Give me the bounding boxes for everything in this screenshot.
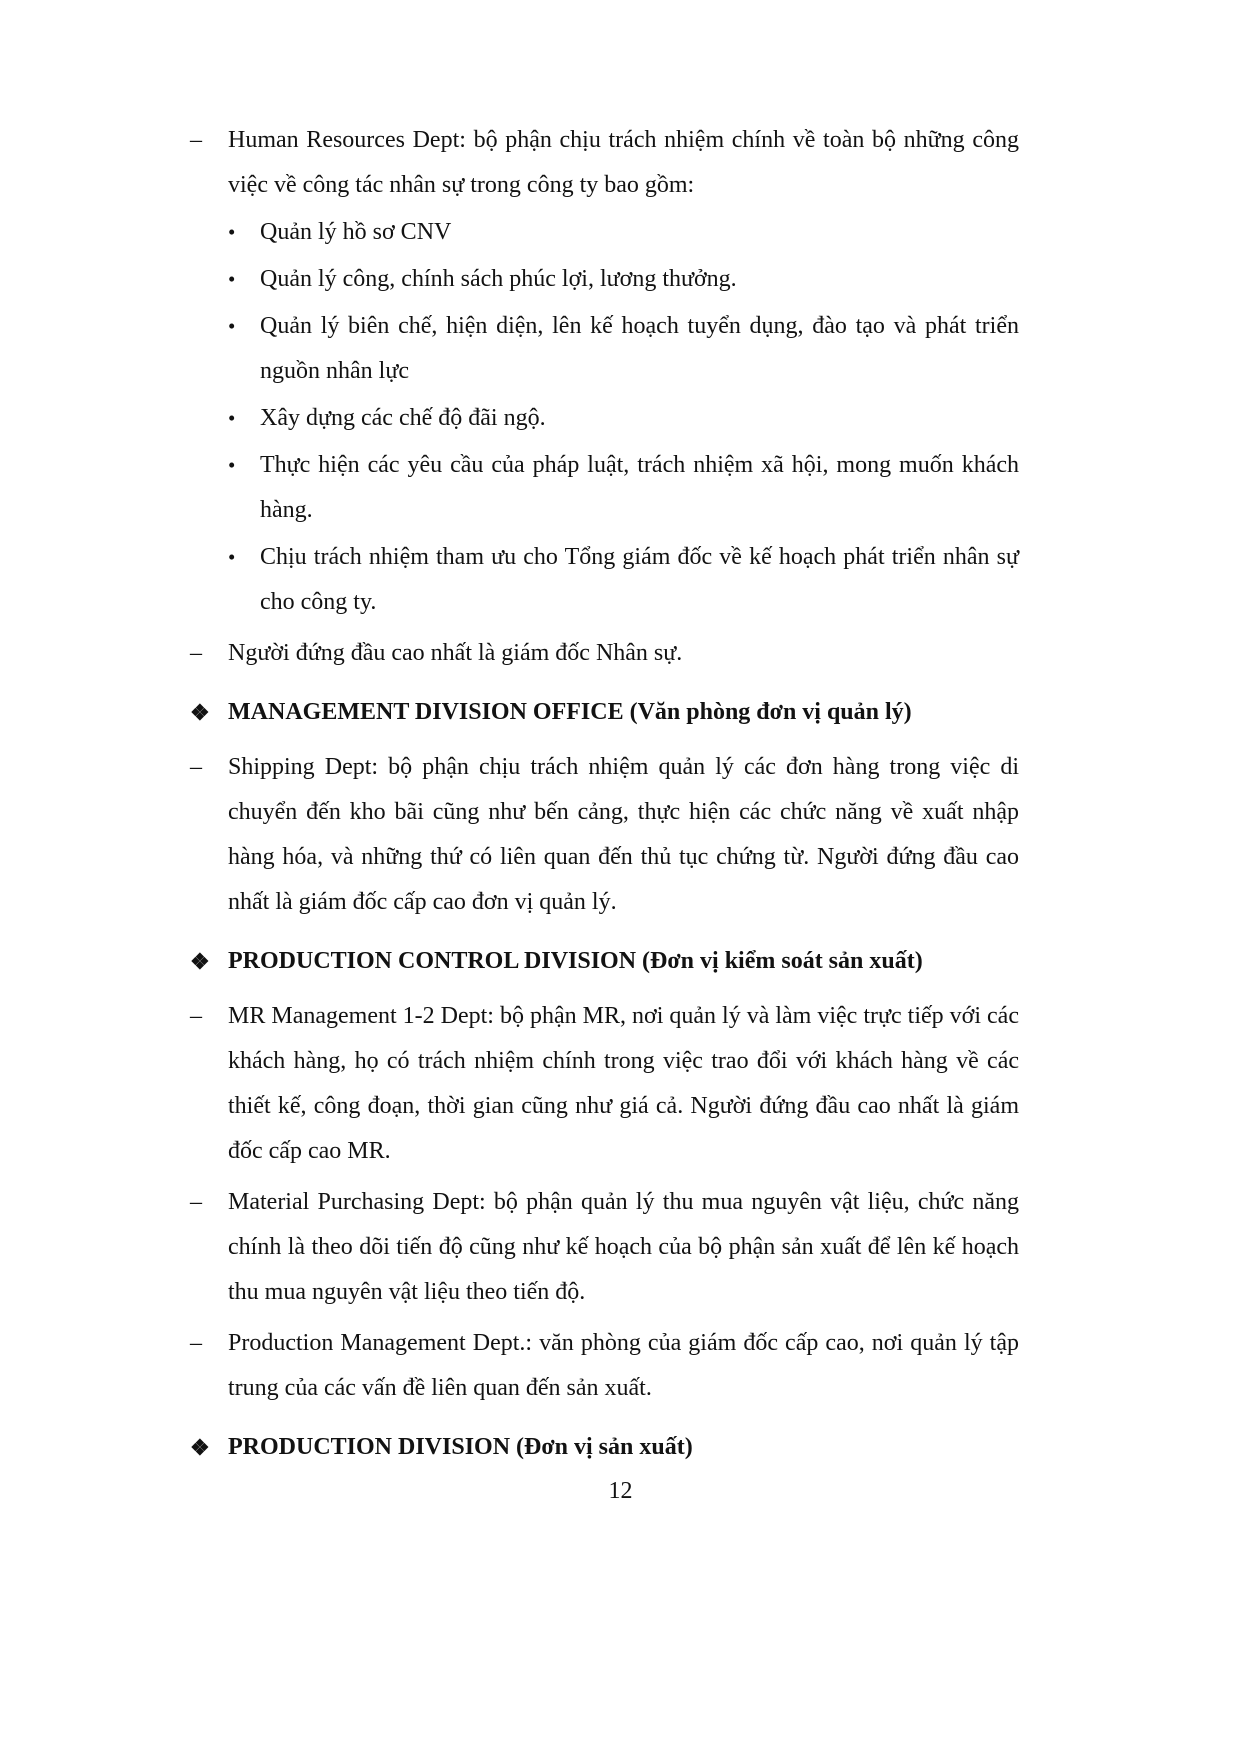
bullet-list-item <box>228 396 1019 441</box>
paragraph-text: Shipping Dept: bộ phận chịu trách nhiệm quản lý các đơn hàng trong việc di chuyển đến kho bãi cũng như bến cảng, thực hiện các chức năng về xuất nhập hàng hóa, và những thứ có liên quan đến thủ tục chứng từ. Người đứng đầu cao nhất là giám đốc cấp cao đơn vị quản lý. <box>228 754 1019 915</box>
heading-text: MANAGEMENT DIVISION OFFICE (Văn phòng đơn vị quản lý) <box>228 699 912 725</box>
dash-list-item <box>190 1180 1019 1315</box>
paragraph-text: Quản lý công, chính sách phúc lợi, lương thưởng. <box>260 266 737 292</box>
dash-list-item <box>190 1321 1019 1411</box>
dash-bullet-icon: – <box>190 640 202 666</box>
paragraph-text: Human Resources Dept: bộ phận chịu trách nhiệm chính về toàn bộ những công việc về công tác nhân sự trong công ty bao gồm: <box>228 127 1019 198</box>
heading-text: PRODUCTION CONTROL DIVISION (Đơn vị kiểm soát sản xuất) <box>228 948 923 974</box>
round-bullet-icon: • <box>228 267 236 291</box>
paragraph-text: Chịu trách nhiệm tham ưu cho Tổng giám đốc về kế hoạch phát triển nhân sự cho công ty. <box>260 544 1019 615</box>
paragraph-text: Người đứng đầu cao nhất là giám đốc Nhân sự. <box>228 640 683 666</box>
round-bullet-icon: • <box>228 406 236 430</box>
dash-list-item <box>190 994 1019 1174</box>
diamond-bullet-icon: ❖ <box>190 949 210 974</box>
paragraph-text: Xây dựng các chế độ đãi ngộ. <box>260 405 546 431</box>
paragraph-text: Material Purchasing Dept: bộ phận quản lý thu mua nguyên vật liệu, chức năng chính là theo dõi tiến độ cũng như kế hoạch của bộ phận sản xuất để lên kế hoạch thu mua nguyên vật liệu theo tiến độ. <box>228 1189 1019 1305</box>
heading-text: PRODUCTION DIVISION (Đơn vị sản xuất) <box>228 1434 693 1460</box>
dash-list-item <box>190 631 1019 676</box>
paragraph-text: Production Management Dept.: văn phòng của giám đốc cấp cao, nơi quản lý tập trung của các vấn đề liên quan đến sản xuất. <box>228 1330 1019 1401</box>
diamond-bullet-icon: ❖ <box>190 700 210 725</box>
bullet-list-item <box>228 257 1019 302</box>
round-bullet-icon: • <box>228 453 236 477</box>
dash-bullet-icon: – <box>190 754 202 780</box>
bullet-list-item <box>228 210 1019 255</box>
dash-list-item <box>190 745 1019 925</box>
bullet-list-item <box>228 443 1019 533</box>
round-bullet-icon: • <box>228 220 236 244</box>
section-heading <box>190 690 1019 735</box>
dash-bullet-icon: – <box>190 127 202 153</box>
diamond-bullet-icon: ❖ <box>190 1435 210 1460</box>
page-number: 12 <box>608 1478 633 1504</box>
paragraph-text: Quản lý biên chế, hiện diện, lên kế hoạch tuyển dụng, đào tạo và phát triển nguồn nhân lực <box>260 313 1019 384</box>
document-body <box>190 118 1019 1470</box>
paragraph-text: MR Management 1-2 Dept: bộ phận MR, nơi quản lý và làm việc trực tiếp với các khách hàng, họ có trách nhiệm chính trong việc trao đổi với khách hàng về các thiết kế, công đoạn, thời gian cũng như giá cả. Người đứng đầu cao nhất là giám đốc cấp cao MR. <box>228 1003 1019 1164</box>
paragraph-text: Thực hiện các yêu cầu của pháp luật, trách nhiệm xã hội, mong muốn khách hàng. <box>260 452 1019 523</box>
dash-bullet-icon: – <box>190 1330 202 1356</box>
dash-bullet-icon: – <box>190 1003 202 1029</box>
round-bullet-icon: • <box>228 314 236 338</box>
dash-bullet-icon: – <box>190 1189 202 1215</box>
bullet-list-item <box>228 535 1019 625</box>
dash-list-item <box>190 118 1019 208</box>
bullet-list-item <box>228 304 1019 394</box>
section-heading <box>190 939 1019 984</box>
section-heading <box>190 1425 1019 1470</box>
round-bullet-icon: • <box>228 545 236 569</box>
paragraph-text: Quản lý hồ sơ CNV <box>260 219 452 245</box>
